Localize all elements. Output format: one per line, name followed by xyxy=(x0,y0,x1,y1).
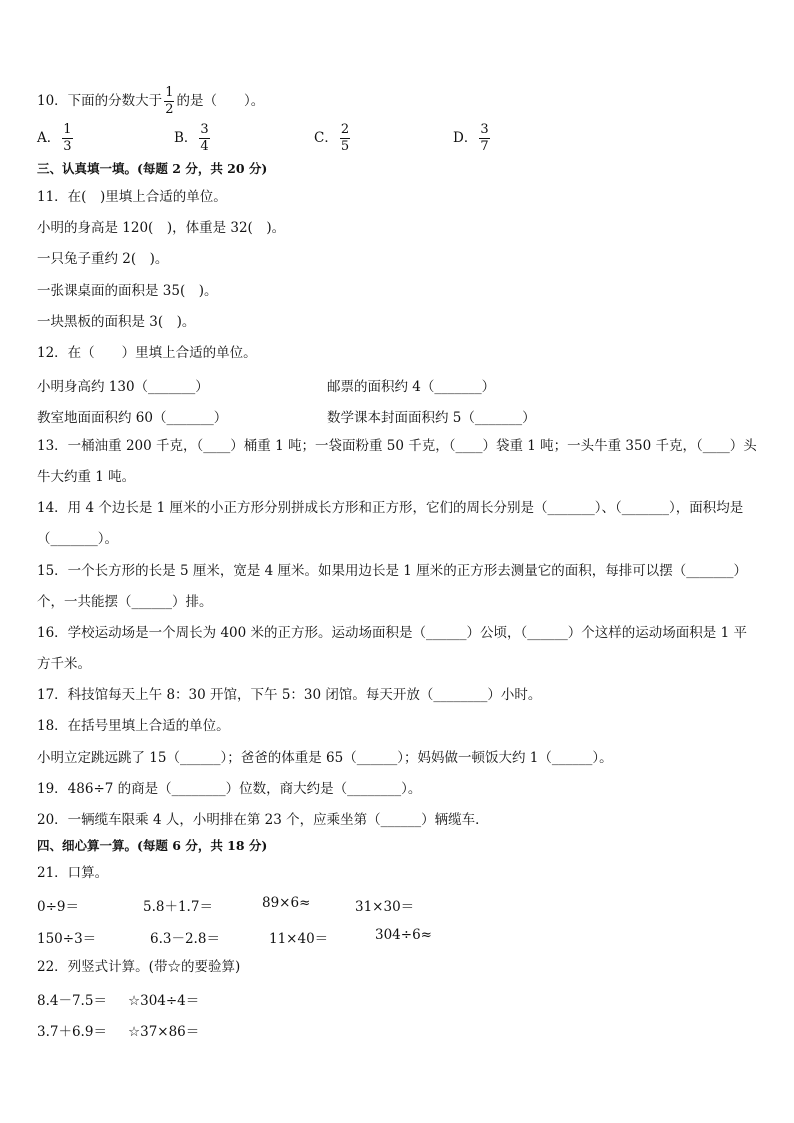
option-den: 7 xyxy=(480,139,489,154)
q10-option-d xyxy=(453,122,492,155)
q11-line-1: 小明的身高是 120( )，体重是 32( )。 xyxy=(37,220,286,236)
q10-frac-den: 2 xyxy=(165,102,174,117)
q15-line-2: 个，一共能摆（______）排。 xyxy=(37,594,213,610)
q18-title: 18．在括号里填上合适的单位。 xyxy=(37,718,230,734)
q21-item: 0÷9＝ xyxy=(37,899,79,915)
q13-line-2: 牛大约重 1 吨。 xyxy=(37,469,136,485)
option-num: 3 xyxy=(200,122,209,137)
q10-fraction xyxy=(164,85,174,118)
q11-line-3: 一张课桌面的面积是 35( )。 xyxy=(37,283,218,299)
q16-line-1: 16．学校运动场是一个周长为 400 米的正方形。运动场面积是（______）公顷，（______）个这样的运动场面积是 1 平 xyxy=(37,625,747,641)
q12-item: 邮票的面积约 4（_______） xyxy=(327,379,496,395)
q17: 17．科技馆每天上午 8：30 开馆，下午 5：30 闭馆。每天开放（________）小时。 xyxy=(37,687,542,703)
option-letter: A． xyxy=(37,130,61,146)
q21-item: 11×40＝ xyxy=(269,931,329,947)
option-den: 4 xyxy=(200,139,209,154)
q21-item: 89×6≈ xyxy=(262,895,311,911)
q10-option-c xyxy=(314,122,352,155)
q12-item: 教室地面面积约 60（_______） xyxy=(37,410,228,426)
q21-item: 5.8＋1.7＝ xyxy=(143,899,213,915)
q10-prefix: 10．下面的分数大于 xyxy=(37,93,163,109)
q21-item: 6.3－2.8＝ xyxy=(150,931,220,947)
q21-item: 150÷3＝ xyxy=(37,931,97,947)
q12-item: 小明身高约 130（_______） xyxy=(37,379,209,395)
q21-title: 21．口算。 xyxy=(37,865,109,881)
q13-line-1: 13．一桶油重 200 千克，（____）桶重 1 吨；一袋面粉重 50 千克，（____）袋重 1 吨；一头牛重 350 千克，（____）头 xyxy=(37,438,757,454)
q16-line-2: 方千米。 xyxy=(37,656,91,672)
q15-line-1: 15．一个长方形的长是 5 厘米，宽是 4 厘米。如果用边长是 1 厘米的正方形去测量它的面积，每排可以摆（_______） xyxy=(37,563,747,579)
q11-title: 11．在( )里填上合适的单位。 xyxy=(37,189,227,205)
q10-frac-num: 1 xyxy=(165,85,174,100)
q14-line-1: 14．用 4 个边长是 1 厘米的小正方形分别拼成长方形和正方形，它们的周长分别是（_______）、（_______），面积均是 xyxy=(37,500,744,516)
option-fraction xyxy=(340,122,350,155)
q20: 20．一辆缆车限乘 4 人，小明排在第 23 个，应乘坐第（______）辆缆车． xyxy=(37,812,489,828)
q22-item: ☆37×86＝ xyxy=(128,1024,200,1040)
q11-line-4: 一块黑板的面积是 3( )。 xyxy=(37,314,196,330)
q12-item: 数学课本封面面积约 5（_______） xyxy=(327,410,536,426)
q22-item: 3.7＋6.9＝ xyxy=(37,1024,107,1040)
option-letter: B． xyxy=(174,130,198,146)
section-4-heading: 四、细心算一算。(每题 6 分，共 18 分) xyxy=(37,838,268,853)
q10-option-b xyxy=(174,122,212,155)
q22-title: 22．列竖式计算。(带☆的要验算) xyxy=(37,959,241,975)
option-den: 3 xyxy=(63,139,72,154)
option-fraction xyxy=(199,122,209,155)
option-letter: C． xyxy=(314,130,338,146)
section-3-heading: 三、认真填一填。(每题 2 分，共 20 分) xyxy=(37,161,268,176)
q11-line-2: 一只兔子重约 2( )。 xyxy=(37,251,169,267)
q21-item: 304÷6≈ xyxy=(375,927,432,943)
option-num: 3 xyxy=(480,122,489,137)
option-num: 1 xyxy=(63,122,72,137)
option-num: 2 xyxy=(340,122,350,137)
question-10 xyxy=(37,85,264,118)
q12-title: 12．在（ ）里填上合适的单位。 xyxy=(37,345,257,361)
q19: 19．486÷7 的商是（________）位数，商大约是（________）。 xyxy=(37,781,422,797)
q10-suffix: 的是（ ）。 xyxy=(176,93,265,109)
q21-item: 31×30＝ xyxy=(355,899,415,915)
option-letter: D． xyxy=(453,130,478,146)
q14-line-2: （_______）。 xyxy=(37,531,118,547)
q22-item: 8.4－7.5＝ xyxy=(37,993,107,1009)
q22-item: ☆304÷4＝ xyxy=(128,993,200,1009)
option-fraction xyxy=(479,122,489,155)
q10-option-a xyxy=(37,122,75,155)
option-fraction xyxy=(62,122,72,155)
option-den: 5 xyxy=(340,139,350,154)
q18-line: 小明立定跳远跳了 15（______）；爸爸的体重是 65（______）；妈妈做一顿饭大约 1（______）。 xyxy=(37,750,613,766)
